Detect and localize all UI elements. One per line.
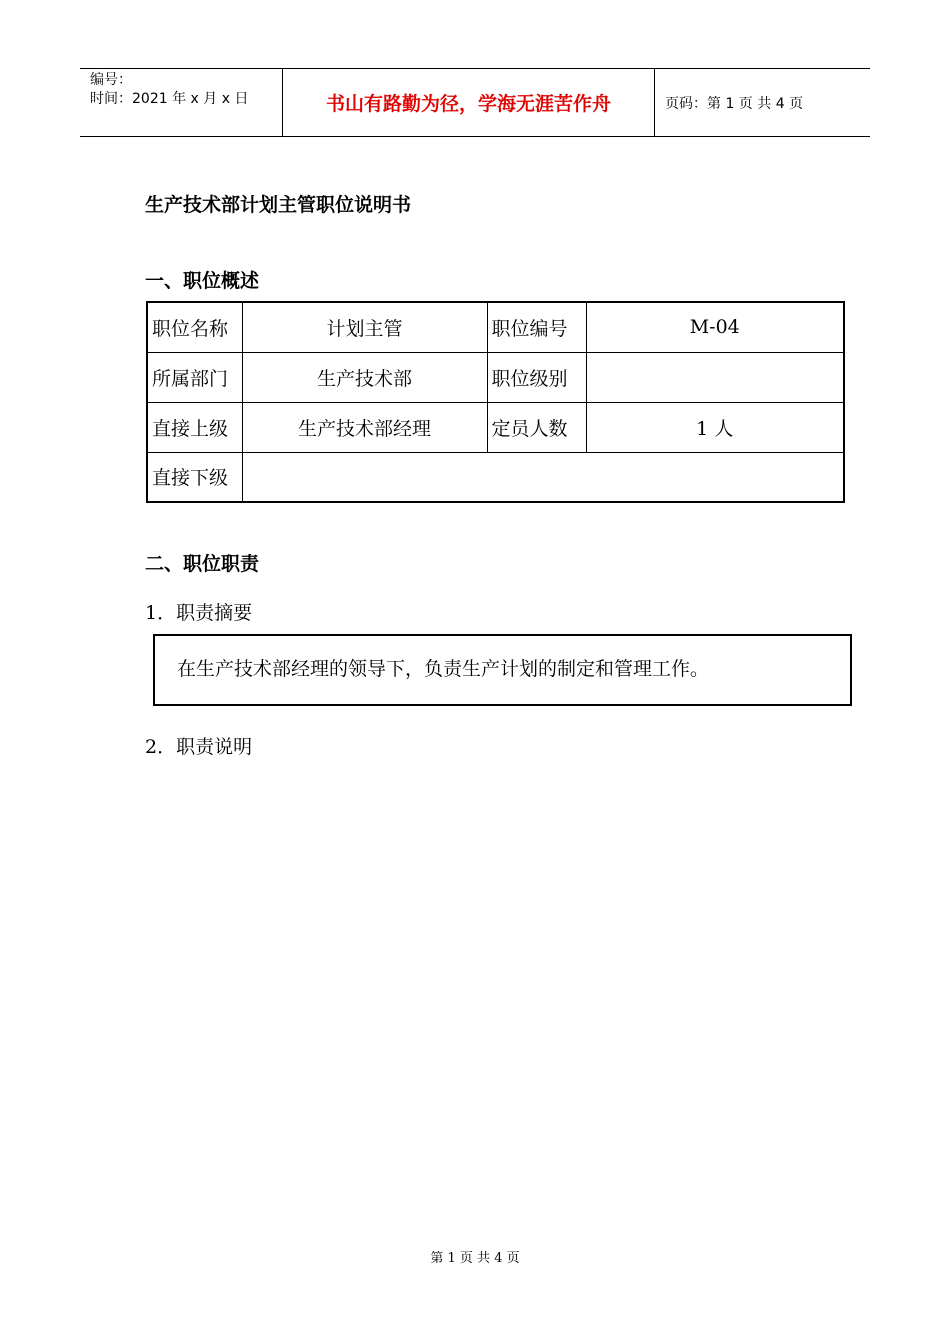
duty-summary-heading: 1．职责摘要	[145, 602, 253, 624]
header-motto: 书山有路勤为径，学海无涯苦作舟	[282, 69, 655, 136]
duty-summary-text: 在生产技术部经理的领导下，负责生产计划的制定和管理工作。	[177, 658, 710, 680]
table-row	[147, 452, 844, 502]
cell-value	[586, 352, 844, 402]
section-overview-title: 一、职位概述	[145, 270, 260, 292]
table-row	[147, 402, 844, 452]
cell-value: 计划主管	[242, 302, 487, 352]
duty-description-heading: 2．职责说明	[145, 736, 253, 758]
cell-value: M-04	[586, 302, 844, 352]
page-header	[80, 68, 870, 137]
page-footer: 第 1 页 共 4 页	[430, 1251, 520, 1266]
cell-label: 直接下级	[147, 452, 242, 502]
cell-label: 所属部门	[147, 352, 242, 402]
header-page-info: 页码：第 1 页 共 4 页	[665, 95, 804, 112]
number-label: 编号：	[90, 72, 132, 88]
duty-summary-box	[153, 634, 852, 706]
cell-value: 生产技术部	[242, 352, 487, 402]
time-label: 时间：2021 年 x 月 x 日	[90, 91, 249, 107]
header-meta	[80, 69, 282, 136]
cell-value	[242, 452, 844, 502]
cell-label: 职位名称	[147, 302, 242, 352]
document-title: 生产技术部计划主管职位说明书	[145, 194, 412, 216]
cell-label: 职位编号	[487, 302, 586, 352]
cell-label: 定员人数	[487, 402, 586, 452]
table-row	[147, 302, 844, 352]
cell-label: 职位级别	[487, 352, 586, 402]
table-row	[147, 352, 844, 402]
cell-value: 1 人	[586, 402, 844, 452]
section-duties-title: 二、职位职责	[145, 553, 260, 575]
cell-label: 直接上级	[147, 402, 242, 452]
cell-value: 生产技术部经理	[242, 402, 487, 452]
position-overview-table	[146, 301, 845, 503]
